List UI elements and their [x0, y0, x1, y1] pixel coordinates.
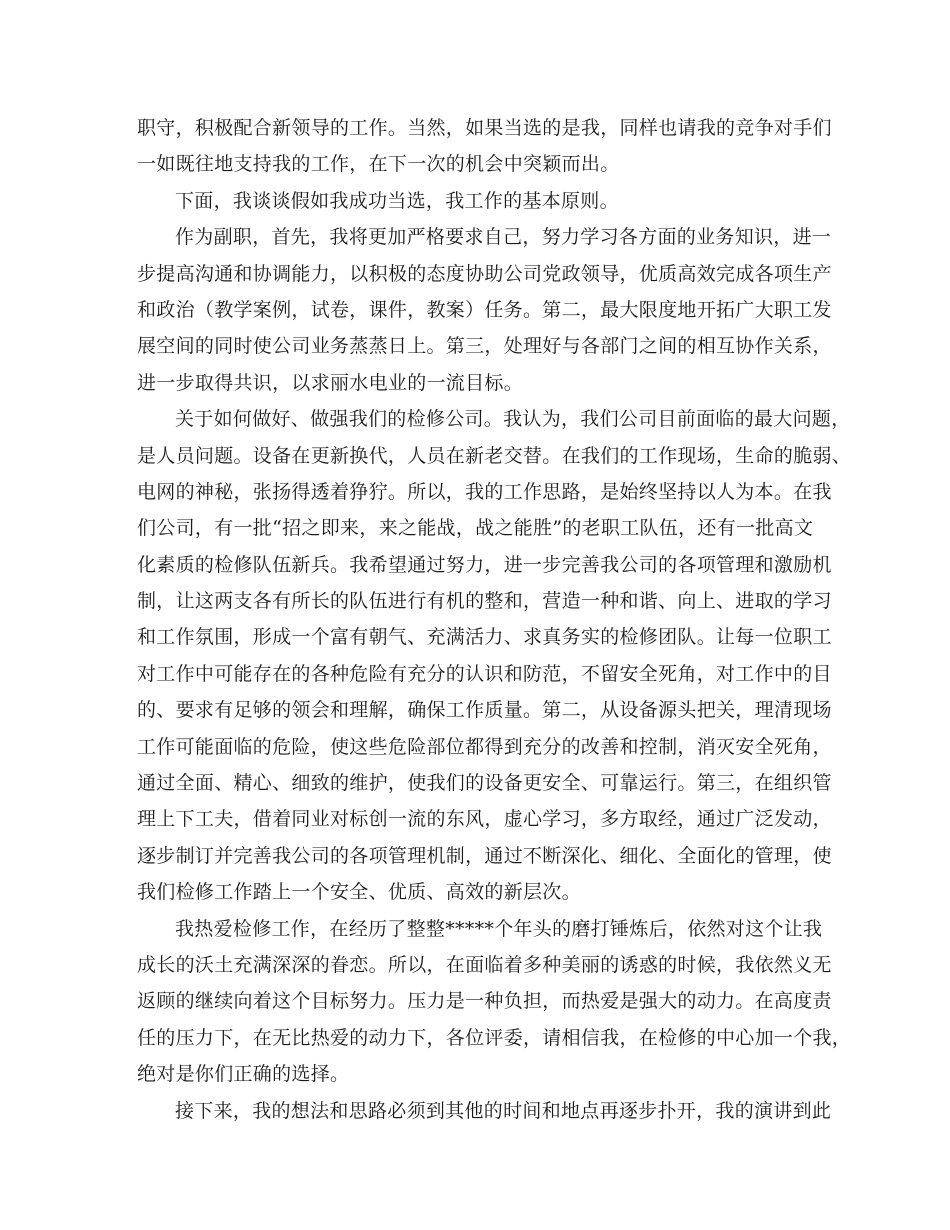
text-line: 和工作氛围，形成一个富有朝气、充满活力、求真务实的检修团队。让每一位职工 [137, 626, 832, 649]
text-line: 制，让这两支各有所长的队伍进行有机的整和，营造一种和谐、向上、进取的学习 [137, 590, 832, 613]
text-line: 一如既往地支持我的工作，在下一次的机会中突颖而出。 [137, 153, 620, 176]
text-line: 是人员问题。设备在更新换代，人员在新老交替。在我们的工作现场，生命的脆弱、 [137, 444, 852, 467]
text-line: 作为副职，首先，我将更加严格要求自己，努力学习各方面的业务知识，进一 [175, 226, 832, 249]
text-line: 进一步取得共识，以求丽水电业的一流目标。 [137, 371, 524, 394]
text-line: 关于如何做好、做强我们的检修公司。我认为，我们公司目前面临的最大问题， [175, 408, 851, 431]
text-line: 任的压力下，在无比热爱的动力下，各位评委，请相信我，在检修的中心加一个我， [137, 1026, 852, 1049]
text-line: 工作可能面临的危险，使这些危险部位都得到充分的改善和控制，消灭安全死角， [137, 735, 832, 758]
text-line: 我热爱检修工作，在经历了整整*****个年头的磨打锤炼后，依然对这个让我 [175, 917, 823, 940]
text-line: 步提高沟通和协调能力，以积极的态度协助公司党政领导，优质高效完成各项生产 [137, 262, 832, 285]
text-line: 逐步制订并完善我公司的各项管理机制，通过不断深化、细化、全面化的管理，使 [137, 844, 832, 867]
text-line: 和政治（教学案例，试卷，课件，教案）任务。第二，最大限度地开拓广大职工发 [137, 298, 832, 321]
document-body [137, 110, 852, 1129]
text-line: 展空间的同时使公司业务蒸蒸日上。第三，处理好与各部门之间的相互协作关系， [137, 335, 832, 358]
text-line: 通过全面、精心、细致的维护，使我们的设备更安全、可靠运行。第三，在组织管 [137, 772, 832, 795]
text-line: 对工作中可能存在的各种危险有充分的认识和防范，不留安全死角，对工作中的目 [137, 662, 832, 685]
text-line: 的、要求有足够的领会和理解，确保工作质量。第二，从设备源头把关，理清现场 [137, 699, 832, 722]
text-line: 们公司，有一批“招之即来，来之能战，战之能胜”的老职工队伍，还有一批高文 [137, 517, 814, 540]
text-line: 我们检修工作踏上一个安全、优质、高效的新层次。 [137, 881, 581, 904]
text-line: 理上下工夫，借着同业对标创一流的东风，虚心学习，多方取经，通过广泛发动， [137, 808, 832, 831]
text-line: 接下来，我的想法和思路必须到其他的时间和地点再逐步扑开，我的演讲到此 [175, 1099, 832, 1122]
text-line: 电网的神秘，张扬得透着狰狞。所以，我的工作思路，是始终坚持以人为本。在我 [137, 480, 832, 503]
text-line: 成长的沃土充满深深的眷恋。所以，在面临着多种美丽的诱惑的时候，我依然义无 [137, 953, 832, 976]
text-line: 职守，积极配合新领导的工作。当然，如果当选的是我，同样也请我的竞争对手们 [137, 117, 832, 139]
text-line: 返顾的继续向着这个目标努力。压力是一种负担，而热爱是强大的动力。在高度责 [137, 990, 832, 1013]
text-line: 下面，我谈谈假如我成功当选，我工作的基本原则。 [175, 189, 619, 212]
text-line: 化素质的检修队伍新兵。我希望通过努力，进一步完善我公司的各项管理和激励机 [137, 553, 832, 576]
text-line: 绝对是你们正确的选择。 [137, 1063, 350, 1086]
